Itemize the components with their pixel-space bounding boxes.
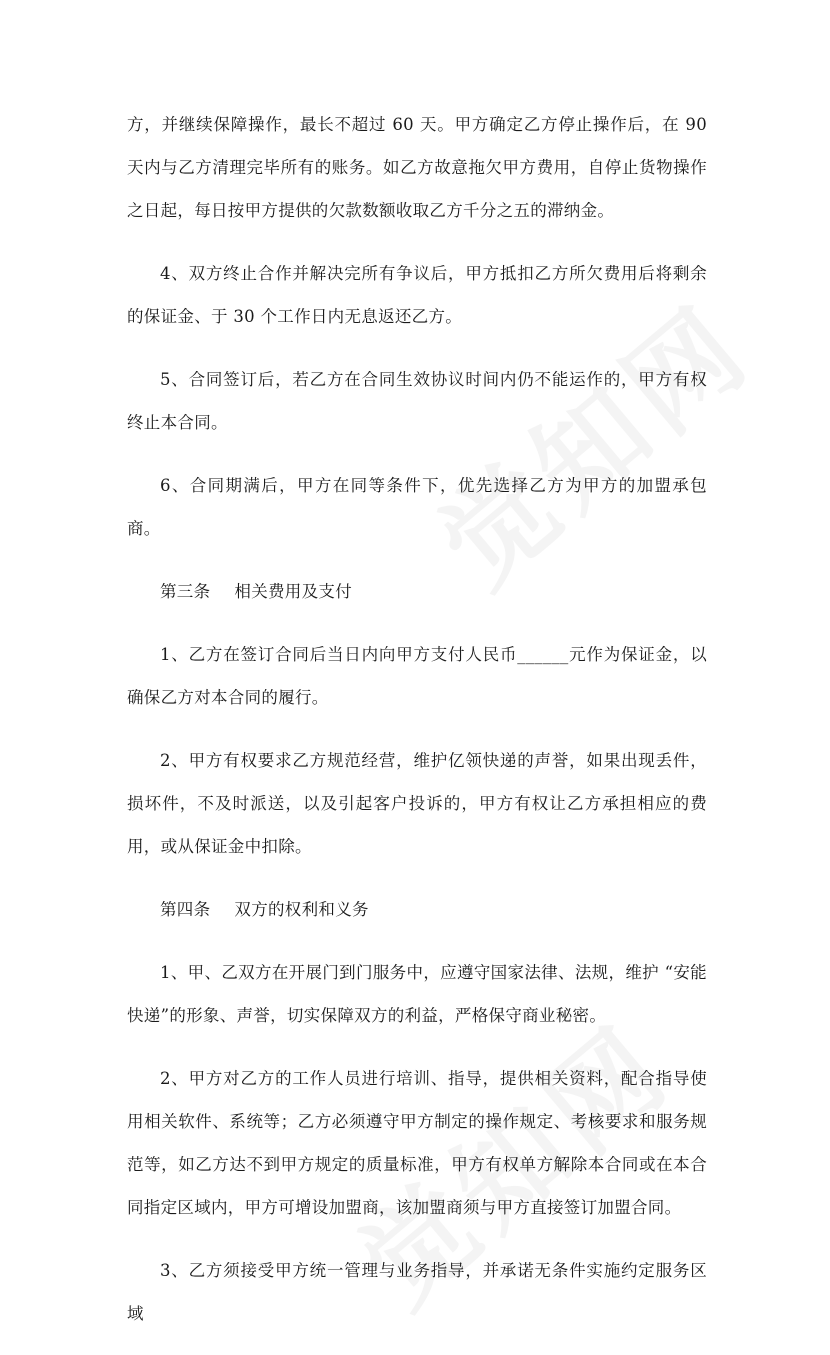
section-4-number: 第四条 [160, 900, 211, 919]
paragraph-clause-6: 6、合同期满后，甲方在同等条件下，优先选择乙方为甲方的加盟承包商。 [127, 476, 707, 538]
section-4-item-2: 2、甲方对乙方的工作人员进行培训、指导，提供相关资料，配合指导使用相关软件、系统等；乙方必须遵守甲方制定的操作规定、考核要求和服务规范等，如乙方达不到甲方规定的质量标准，甲方有权单方解除本合同或在本合同指定区域内，甲方可增设加盟商，该加盟商须与甲方直接签订加盟合同。 [127, 1069, 707, 1217]
paragraph-continuation: 方，并继续保障操作，最长不超过 60 天。甲方确定乙方停止操作后，在 90 天内与乙方清理完毕所有的账务。如乙方故意拖欠甲方费用，自停止货物操作之日起，每日按甲方提供的欠款数额收取乙方千分之五的滞纳金。 [127, 115, 707, 220]
section-4-heading [127, 888, 707, 931]
section-3-item-1: 1、乙方在签订合同后当日内向甲方支付人民币______元作为保证金，以确保乙方对本合同的履行。 [127, 645, 707, 707]
paragraph-clause-5: 5、合同签订后，若乙方在合同生效协议时间内仍不能运作的，甲方有权终止本合同。 [127, 370, 707, 432]
document-body [127, 103, 707, 1355]
section-3-heading [127, 570, 707, 613]
section-3-title: 相关费用及支付 [234, 582, 353, 601]
section-3-item-2: 2、甲方有权要求乙方规范经营，维护亿领快递的声誉，如果出现丢件，损坏件，不及时派送，以及引起客户投诉的，甲方有权让乙方承担相应的费用，或从保证金中扣除。 [127, 751, 707, 856]
section-4-title: 双方的权利和义务 [234, 900, 369, 919]
section-4-item-3: 3、乙方须接受甲方统一管理与业务指导，并承诺无条件实施约定服务区域 [127, 1261, 707, 1323]
paragraph-clause-4: 4、双方终止合作并解决完所有争议后，甲方抵扣乙方所欠费用后将剩余的保证金、于 30 个工作日内无息返还乙方。 [127, 264, 707, 326]
section-3-number: 第三条 [160, 582, 211, 601]
section-4-item-1: 1、甲、乙双方在开展门到门服务中，应遵守国家法律、法规，维护 “安能快递”的形象、声誉，切实保障双方的利益，严格保守商业秘密。 [127, 963, 707, 1025]
